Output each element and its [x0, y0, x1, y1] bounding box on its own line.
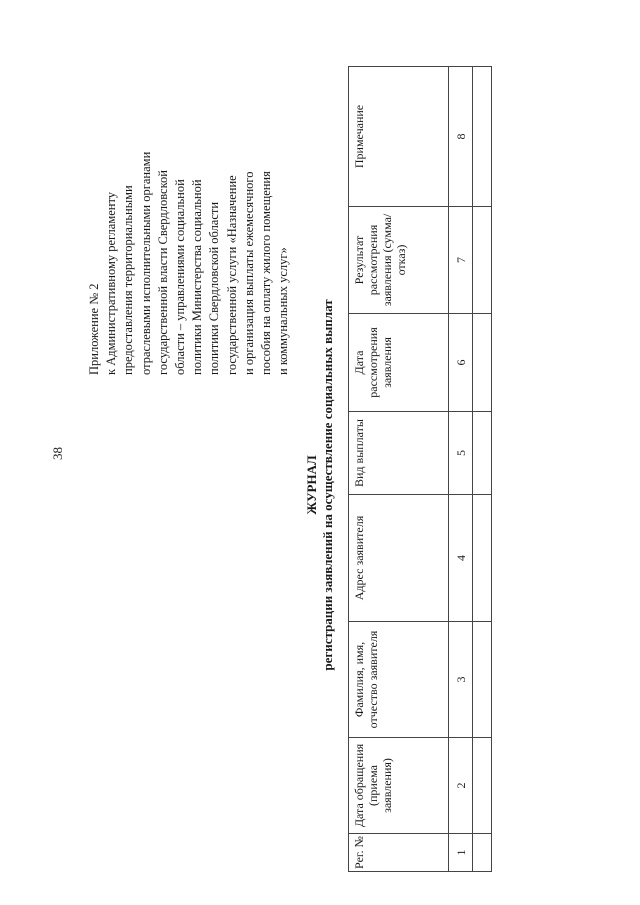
appendix-line: отраслевыми исполнительными органами: [138, 151, 153, 375]
table-number-row: [449, 67, 473, 872]
column-number: 5: [449, 412, 473, 495]
appendix-line: Приложение № 2: [87, 283, 101, 375]
column-number: 4: [449, 495, 473, 622]
column-header: Дата рассмотрения заявления: [349, 314, 449, 412]
appendix-header: [86, 45, 292, 375]
appendix-line: государственной услуги «Назначение: [224, 175, 239, 375]
table-header-row: [349, 67, 449, 872]
appendix-line: государственной власти Свердловской: [155, 170, 170, 375]
table-cell: [473, 207, 492, 314]
appendix-line: и организация выплаты ежемесячного: [241, 171, 256, 375]
appendix-line: предоставления территориальными: [121, 185, 136, 375]
registration-table: [348, 66, 492, 872]
table-cell: [473, 412, 492, 495]
appendix-line: политики Министерства социальной: [190, 179, 205, 375]
appendix-line: области – управлениями социальной: [173, 179, 188, 375]
column-header: Примечание: [349, 67, 449, 207]
column-header: Вид выплаты: [349, 412, 449, 495]
table-cell: [473, 495, 492, 622]
table-cell: [473, 622, 492, 738]
table-cell: [473, 834, 492, 872]
appendix-line: и коммунальных услуг»: [276, 247, 291, 375]
column-number: 7: [449, 207, 473, 314]
column-number: 1: [449, 834, 473, 872]
table-cell: [473, 314, 492, 412]
column-header: Дата обращения (приема заявления): [349, 738, 449, 834]
appendix-line: пособия на оплату жилого помещения: [259, 171, 274, 375]
column-header: Рег. №: [349, 834, 449, 872]
column-number: 8: [449, 67, 473, 207]
appendix-line: к Административному регламенту: [104, 191, 119, 375]
journal-title: ЖУРНАЛ: [304, 455, 319, 515]
page-number: 38: [50, 447, 65, 460]
column-header: Адрес заявителя: [349, 495, 449, 622]
table-cell: [473, 67, 492, 207]
journal-title-block: [304, 165, 336, 805]
appendix-line: политики Свердловской области: [207, 201, 222, 375]
column-number: 6: [449, 314, 473, 412]
table-row: [473, 67, 492, 872]
column-number: 3: [449, 622, 473, 738]
column-header: Результат рассмотрения заявления (сумма/отказ): [349, 207, 449, 314]
column-number: 2: [449, 738, 473, 834]
journal-subtitle: регистрации заявлений на осуществление социальных выплат: [320, 299, 335, 671]
table-cell: [473, 738, 492, 834]
column-header: Фамилия, имя, отчество заявителя: [349, 622, 449, 738]
